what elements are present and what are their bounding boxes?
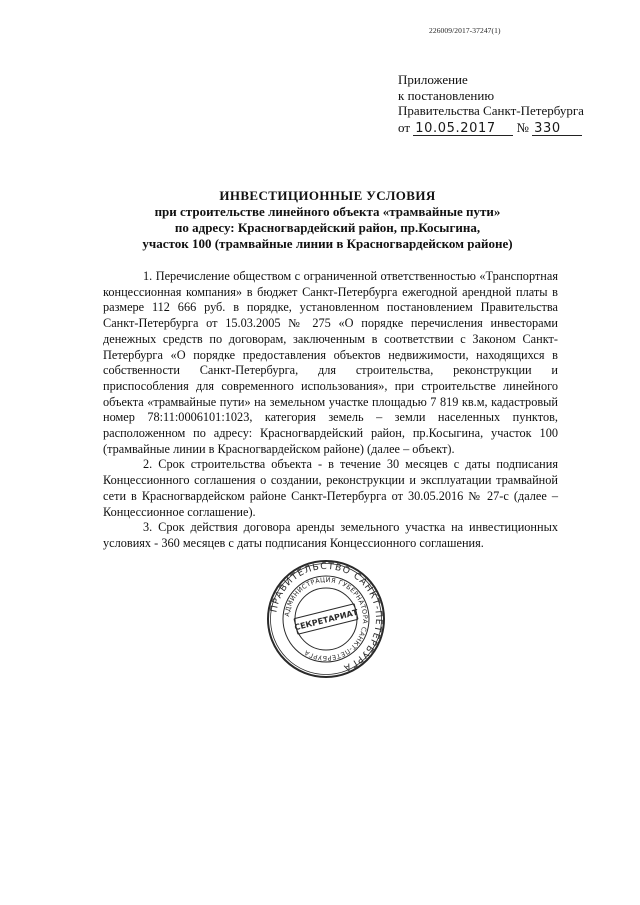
paragraph-3: 3. Срок действия договора аренды земельного участка на инвестиционных условиях - 360 месяцев с даты подписания Концессионного соглашения.	[103, 520, 558, 550]
seal-outer-text: ПРАВИТЕЛЬСТВО САНКТ-ПЕТЕРБУРГА	[268, 560, 385, 674]
title-subject: при строительстве линейного объекта «трамвайные пути»	[154, 204, 501, 219]
document-registration-number: 226009/2017-37247(1)	[429, 26, 501, 35]
paragraph-1: 1. Перечисление обществом с ограниченной ответственностью «Транспортная концессионная компания» в бюджет Санкт-Петербурга ежегодной арендной платы в размере 112 666 руб. в порядке, установленном постановлением Правительства Санкт-Петербурга от 15.03.2005 № 275 «О порядке перечисления инвесторами денежных средств по договорам, заключенным в соответствии с Законом Санкт-Петербурга «О порядке предоставления объектов недвижимости, находящихся в собственности Санкт-Петербурга, для строительства, реконструкции и приспособления для современного использования», при строительстве линейного объекта «трамвайные пути» на земельном участке площадью 7 819 кв.м, кадастровый номер 78:11:0006101:1023, категория земель – земли населенных пунктов, расположенном по адресу: Красногвардейский район, пр.Косыгина, участок 100 (трамвайные линии в Красногвардейском районе) (далее – объект).	[103, 269, 558, 456]
from-label: от	[398, 119, 411, 135]
paragraph-2: 2. Срок строительства объекта - в течение 30 месяцев с даты подписания Концессионного соглашения о создании, реконструкции и эксплуатации трамвайной сети в Красногвардейском районе Санкт-Петербурга от 30.05.2016 № 27-с (далее – Концессионное соглашение).	[103, 457, 558, 519]
document-body	[103, 269, 558, 552]
document-title	[100, 188, 555, 252]
appendix-resolution-ref: к постановлению	[398, 87, 495, 103]
appendix-title: Приложение	[398, 72, 468, 87]
title-plot: участок 100 (трамвайные линии в Красногвардейском районе)	[142, 236, 513, 251]
appendix-order-line	[398, 120, 584, 136]
seal-inner-text: АДМИНИСТРАЦИЯ ГУБЕРНАТОРА САНКТ-ПЕТЕРБУРГА	[283, 575, 370, 663]
handwritten-date: 10.05.2017	[413, 122, 513, 136]
seal-center-text: СЕКРЕТАРИАТ	[293, 607, 359, 633]
handwritten-number: 330	[532, 122, 582, 136]
seal-icon	[265, 558, 387, 680]
title-main: ИНВЕСТИЦИОННЫЕ УСЛОВИЯ	[219, 188, 436, 203]
title-address: по адресу: Красногвардейский район, пр.Косыгина,	[174, 220, 481, 235]
number-label: №	[516, 119, 529, 135]
appendix-block	[398, 72, 584, 136]
official-seal	[265, 558, 387, 680]
appendix-government: Правительства Санкт-Петербурга	[398, 103, 584, 118]
